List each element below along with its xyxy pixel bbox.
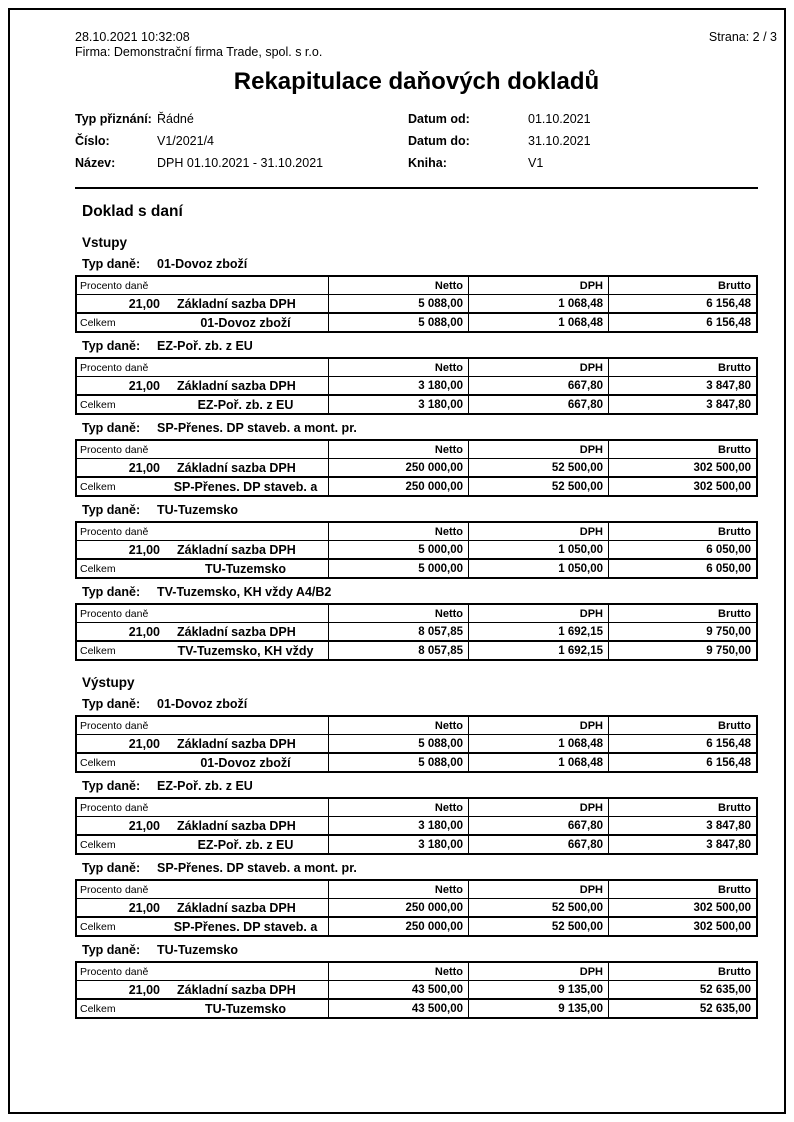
dph-value: 52 500,00 xyxy=(469,899,609,916)
brutto-value: 302 500,00 xyxy=(693,461,751,474)
total-row xyxy=(77,394,756,413)
header-cell-netto: Netto xyxy=(329,277,469,294)
total-netto-value: 250 000,00 xyxy=(329,478,469,495)
dph-value: 1 692,15 xyxy=(469,623,609,640)
total-label: Celkem xyxy=(80,756,116,769)
header-cell-brutto: Brutto xyxy=(718,607,751,620)
total-brutto-value: 6 156,48 xyxy=(706,316,751,329)
total-tax-type-name: 01-Dovoz zboží xyxy=(200,315,291,330)
total-label-cell xyxy=(77,1000,329,1017)
tax-type-block xyxy=(75,503,758,579)
tax-table xyxy=(75,357,758,415)
header-cell-percent: Procento daně xyxy=(77,277,329,294)
total-label-cell xyxy=(77,918,329,935)
total-dph-value: 52 500,00 xyxy=(469,478,609,495)
tax-type-label: Typ daně: xyxy=(82,585,141,599)
total-label-cell xyxy=(77,560,329,577)
tax-type-line xyxy=(82,257,758,272)
total-row xyxy=(77,752,756,771)
tax-type-line xyxy=(82,421,758,436)
total-tax-type-name: EZ-Poř. zb. z EU xyxy=(197,397,294,412)
meta-value: DPH 01.10.2021 - 31.10.2021 xyxy=(157,156,324,170)
tax-type-line xyxy=(82,861,758,876)
tax-type-block xyxy=(75,697,758,773)
rate-cell xyxy=(77,295,329,312)
tax-type-block xyxy=(75,943,758,1019)
total-dph-value: 1 068,48 xyxy=(469,754,609,771)
tax-table xyxy=(75,715,758,773)
tax-type-label: Typ daně: xyxy=(82,861,141,875)
total-label-cell xyxy=(77,836,329,853)
netto-value: 5 000,00 xyxy=(329,541,469,558)
total-label: Celkem xyxy=(80,316,116,329)
header-cell-percent: Procento daně xyxy=(77,605,329,622)
total-brutto-value: 9 750,00 xyxy=(706,644,751,657)
table-row xyxy=(77,294,756,312)
total-brutto-value: 6 050,00 xyxy=(706,562,751,575)
total-dph-value: 667,80 xyxy=(469,396,609,413)
tax-percent: 21,00 xyxy=(128,542,160,557)
total-brutto-value: 3 847,80 xyxy=(706,398,751,411)
dph-value: 1 068,48 xyxy=(469,295,609,312)
table-header-row xyxy=(77,963,756,980)
tax-rate-name: Základní sazba DPH xyxy=(177,624,296,639)
netto-value: 43 500,00 xyxy=(329,981,469,998)
company-line: Firma: Demonstrační firma Trade, spol. s r.o. xyxy=(75,45,323,59)
meta-value: V1/2021/4 xyxy=(157,134,214,148)
brutto-value: 6 050,00 xyxy=(706,543,751,556)
header-cell-percent: Procento daně xyxy=(77,881,329,898)
tax-type-name: 01-Dovoz zboží xyxy=(157,257,248,271)
total-label-cell xyxy=(77,396,329,413)
header-cell-brutto: Brutto xyxy=(718,443,751,456)
total-label-cell xyxy=(77,314,329,331)
table-row xyxy=(77,734,756,752)
total-netto-value: 250 000,00 xyxy=(329,918,469,935)
tax-type-name: TU-Tuzemsko xyxy=(157,503,239,517)
total-dph-value: 1 050,00 xyxy=(469,560,609,577)
header-cell-brutto: Brutto xyxy=(718,719,751,732)
header-cell-percent: Procento daně xyxy=(77,799,329,816)
tax-rate-name: Základní sazba DPH xyxy=(177,542,296,557)
table-header-row xyxy=(77,523,756,540)
total-label-cell xyxy=(77,642,329,659)
subsections xyxy=(75,234,758,1019)
brutto-value: 6 156,48 xyxy=(706,737,751,750)
total-tax-type-name: 01-Dovoz zboží xyxy=(200,755,291,770)
dph-value: 1 068,48 xyxy=(469,735,609,752)
report-page xyxy=(75,30,777,1019)
tax-type-line xyxy=(82,779,758,794)
header-cell-dph: DPH xyxy=(469,441,609,458)
meta-label: Typ přiznání: xyxy=(75,112,152,126)
meta-label: Datum do: xyxy=(408,134,470,148)
table-row xyxy=(77,376,756,394)
table-row xyxy=(77,622,756,640)
tax-table xyxy=(75,439,758,497)
tax-percent: 21,00 xyxy=(128,818,160,833)
dph-value: 667,80 xyxy=(469,377,609,394)
header-cell-brutto: Brutto xyxy=(718,361,751,374)
header-divider xyxy=(75,187,758,189)
tax-type-block xyxy=(75,339,758,415)
total-label: Celkem xyxy=(80,838,116,851)
brutto-value: 9 750,00 xyxy=(706,625,751,638)
table-header-row xyxy=(77,799,756,816)
total-brutto-value: 52 635,00 xyxy=(699,1002,751,1015)
tax-rate-name: Základní sazba DPH xyxy=(177,378,296,393)
total-row xyxy=(77,476,756,495)
total-brutto-value: 6 156,48 xyxy=(706,756,751,769)
header-cell-percent: Procento daně xyxy=(77,441,329,458)
header-cell-netto: Netto xyxy=(329,717,469,734)
tax-type-label: Typ daně: xyxy=(82,503,141,517)
meta-label: Číslo: xyxy=(75,134,110,148)
header-cell-dph: DPH xyxy=(469,277,609,294)
tax-type-name: SP-Přenes. DP staveb. a mont. pr. xyxy=(157,861,357,875)
brutto-value: 3 847,80 xyxy=(706,379,751,392)
table-header-row xyxy=(77,881,756,898)
total-label: Celkem xyxy=(80,1002,116,1015)
subsection xyxy=(75,234,758,661)
tax-blocks xyxy=(75,257,758,661)
dph-value: 1 050,00 xyxy=(469,541,609,558)
tax-percent: 21,00 xyxy=(128,736,160,751)
total-row xyxy=(77,998,756,1017)
dph-value: 9 135,00 xyxy=(469,981,609,998)
tax-percent: 21,00 xyxy=(128,378,160,393)
meta-value: 31.10.2021 xyxy=(528,134,591,148)
header-cell-dph: DPH xyxy=(469,963,609,980)
total-label-cell xyxy=(77,754,329,771)
tax-table xyxy=(75,275,758,333)
tax-type-name: EZ-Poř. zb. z EU xyxy=(157,779,253,793)
total-brutto-value: 302 500,00 xyxy=(693,920,751,933)
section-title: Doklad s daní xyxy=(82,203,183,220)
total-tax-type-name: EZ-Poř. zb. z EU xyxy=(197,837,294,852)
tax-table xyxy=(75,521,758,579)
header-cell-netto: Netto xyxy=(329,605,469,622)
tax-type-line xyxy=(82,503,758,518)
table-header-row xyxy=(77,441,756,458)
header-cell-dph: DPH xyxy=(469,881,609,898)
header-cell-netto: Netto xyxy=(329,881,469,898)
total-netto-value: 5 000,00 xyxy=(329,560,469,577)
meta-label: Název: xyxy=(75,156,116,170)
table-header-row xyxy=(77,359,756,376)
tax-rate-name: Základní sazba DPH xyxy=(177,818,296,833)
total-brutto-value: 302 500,00 xyxy=(693,480,751,493)
total-tax-type-name: TU-Tuzemsko xyxy=(204,1001,287,1016)
header-cell-brutto: Brutto xyxy=(718,525,751,538)
tax-rate-name: Základní sazba DPH xyxy=(177,900,296,915)
tax-type-block xyxy=(75,779,758,855)
tax-table xyxy=(75,797,758,855)
rate-cell xyxy=(77,817,329,834)
brutto-value: 3 847,80 xyxy=(706,819,751,832)
netto-value: 250 000,00 xyxy=(329,459,469,476)
total-netto-value: 43 500,00 xyxy=(329,1000,469,1017)
total-label: Celkem xyxy=(80,398,116,411)
tax-type-label: Typ daně: xyxy=(82,339,141,353)
header-cell-netto: Netto xyxy=(329,441,469,458)
total-tax-type-name: SP-Přenes. DP staveb. a xyxy=(173,479,318,494)
table-row xyxy=(77,980,756,998)
total-netto-value: 8 057,85 xyxy=(329,642,469,659)
rate-cell xyxy=(77,541,329,558)
header-cell-dph: DPH xyxy=(469,799,609,816)
tax-table xyxy=(75,603,758,661)
header-cell-percent: Procento daně xyxy=(77,963,329,980)
rate-cell xyxy=(77,623,329,640)
tax-type-name: EZ-Poř. zb. z EU xyxy=(157,339,253,353)
tax-type-line xyxy=(82,339,758,354)
header-cell-netto: Netto xyxy=(329,963,469,980)
tax-rate-name: Základní sazba DPH xyxy=(177,460,296,475)
tax-percent: 21,00 xyxy=(128,624,160,639)
netto-value: 3 180,00 xyxy=(329,377,469,394)
tax-type-line xyxy=(82,943,758,958)
table-header-row xyxy=(77,277,756,294)
tax-rate-name: Základní sazba DPH xyxy=(177,736,296,751)
header-cell-dph: DPH xyxy=(469,605,609,622)
tax-type-label: Typ daně: xyxy=(82,779,141,793)
total-label: Celkem xyxy=(80,920,116,933)
total-row xyxy=(77,834,756,853)
tax-percent: 21,00 xyxy=(128,982,160,997)
rate-cell xyxy=(77,377,329,394)
print-timestamp: 28.10.2021 10:32:08 xyxy=(75,30,190,44)
table-row xyxy=(77,898,756,916)
total-tax-type-name: TU-Tuzemsko xyxy=(204,561,287,576)
tax-type-name: TV-Tuzemsko, KH vždy A4/B2 xyxy=(157,585,332,599)
table-row xyxy=(77,458,756,476)
tax-rate-name: Základní sazba DPH xyxy=(177,296,296,311)
rate-cell xyxy=(77,735,329,752)
subsection xyxy=(75,674,758,1019)
rate-cell xyxy=(77,899,329,916)
subsection-title: Vstupy xyxy=(82,235,128,250)
total-netto-value: 5 088,00 xyxy=(329,754,469,771)
header-cell-dph: DPH xyxy=(469,523,609,540)
tax-type-block xyxy=(75,585,758,661)
tax-type-label: Typ daně: xyxy=(82,421,141,435)
tax-type-line xyxy=(82,697,758,712)
meta-value: Řádné xyxy=(157,112,194,126)
header-cell-percent: Procento daně xyxy=(77,717,329,734)
total-dph-value: 667,80 xyxy=(469,836,609,853)
meta-value: 01.10.2021 xyxy=(528,112,591,126)
total-label: Celkem xyxy=(80,480,116,493)
table-header-row xyxy=(77,717,756,734)
tax-percent: 21,00 xyxy=(128,900,160,915)
header-cell-netto: Netto xyxy=(329,799,469,816)
tax-type-label: Typ daně: xyxy=(82,697,141,711)
total-dph-value: 1 068,48 xyxy=(469,314,609,331)
total-dph-value: 1 692,15 xyxy=(469,642,609,659)
total-dph-value: 9 135,00 xyxy=(469,1000,609,1017)
netto-value: 5 088,00 xyxy=(329,295,469,312)
total-label: Celkem xyxy=(80,644,116,657)
total-netto-value: 5 088,00 xyxy=(329,314,469,331)
tax-type-block xyxy=(75,421,758,497)
dph-value: 52 500,00 xyxy=(469,459,609,476)
document-header xyxy=(75,30,777,45)
brutto-value: 6 156,48 xyxy=(706,297,751,310)
tax-type-name: 01-Dovoz zboží xyxy=(157,697,248,711)
tax-blocks xyxy=(75,697,758,1019)
total-tax-type-name: SP-Přenes. DP staveb. a xyxy=(173,919,318,934)
page-number: Strana: 2 / 3 xyxy=(708,30,777,44)
meta-label: Datum od: xyxy=(408,112,470,126)
tax-rate-name: Základní sazba DPH xyxy=(177,982,296,997)
netto-value: 3 180,00 xyxy=(329,817,469,834)
total-dph-value: 52 500,00 xyxy=(469,918,609,935)
total-label-cell xyxy=(77,478,329,495)
subsection-title: Výstupy xyxy=(82,675,135,690)
header-cell-percent: Procento daně xyxy=(77,523,329,540)
report-metadata xyxy=(75,108,758,174)
header-cell-netto: Netto xyxy=(329,359,469,376)
tax-table xyxy=(75,961,758,1019)
header-cell-brutto: Brutto xyxy=(718,965,751,978)
rate-cell xyxy=(77,459,329,476)
tax-type-label: Typ daně: xyxy=(82,943,141,957)
table-row xyxy=(77,816,756,834)
total-label: Celkem xyxy=(80,562,116,575)
header-cell-dph: DPH xyxy=(469,359,609,376)
netto-value: 250 000,00 xyxy=(329,899,469,916)
header-cell-brutto: Brutto xyxy=(718,883,751,896)
header-cell-percent: Procento daně xyxy=(77,359,329,376)
dph-value: 667,80 xyxy=(469,817,609,834)
total-netto-value: 3 180,00 xyxy=(329,396,469,413)
tax-type-name: SP-Přenes. DP staveb. a mont. pr. xyxy=(157,421,357,435)
brutto-value: 52 635,00 xyxy=(699,983,751,996)
netto-value: 5 088,00 xyxy=(329,735,469,752)
total-row xyxy=(77,640,756,659)
tax-type-block xyxy=(75,861,758,937)
tax-type-label: Typ daně: xyxy=(82,257,141,271)
total-tax-type-name: TV-Tuzemsko, KH vždy xyxy=(177,643,314,658)
rate-cell xyxy=(77,981,329,998)
header-cell-netto: Netto xyxy=(329,523,469,540)
tax-percent: 21,00 xyxy=(128,460,160,475)
meta-label: Kniha: xyxy=(408,156,447,170)
brutto-value: 302 500,00 xyxy=(693,901,751,914)
tax-percent: 21,00 xyxy=(128,296,160,311)
total-row xyxy=(77,916,756,935)
header-cell-brutto: Brutto xyxy=(718,801,751,814)
tax-type-block xyxy=(75,257,758,333)
header-cell-brutto: Brutto xyxy=(718,279,751,292)
total-brutto-value: 3 847,80 xyxy=(706,838,751,851)
total-row xyxy=(77,558,756,577)
meta-value: V1 xyxy=(528,156,544,170)
tax-type-name: TU-Tuzemsko xyxy=(157,943,239,957)
header-cell-dph: DPH xyxy=(469,717,609,734)
table-header-row xyxy=(77,605,756,622)
table-row xyxy=(77,540,756,558)
page-title: Rekapitulace daňových dokladů xyxy=(233,68,600,95)
netto-value: 8 057,85 xyxy=(329,623,469,640)
total-row xyxy=(77,312,756,331)
total-netto-value: 3 180,00 xyxy=(329,836,469,853)
tax-type-line xyxy=(82,585,758,600)
tax-table xyxy=(75,879,758,937)
